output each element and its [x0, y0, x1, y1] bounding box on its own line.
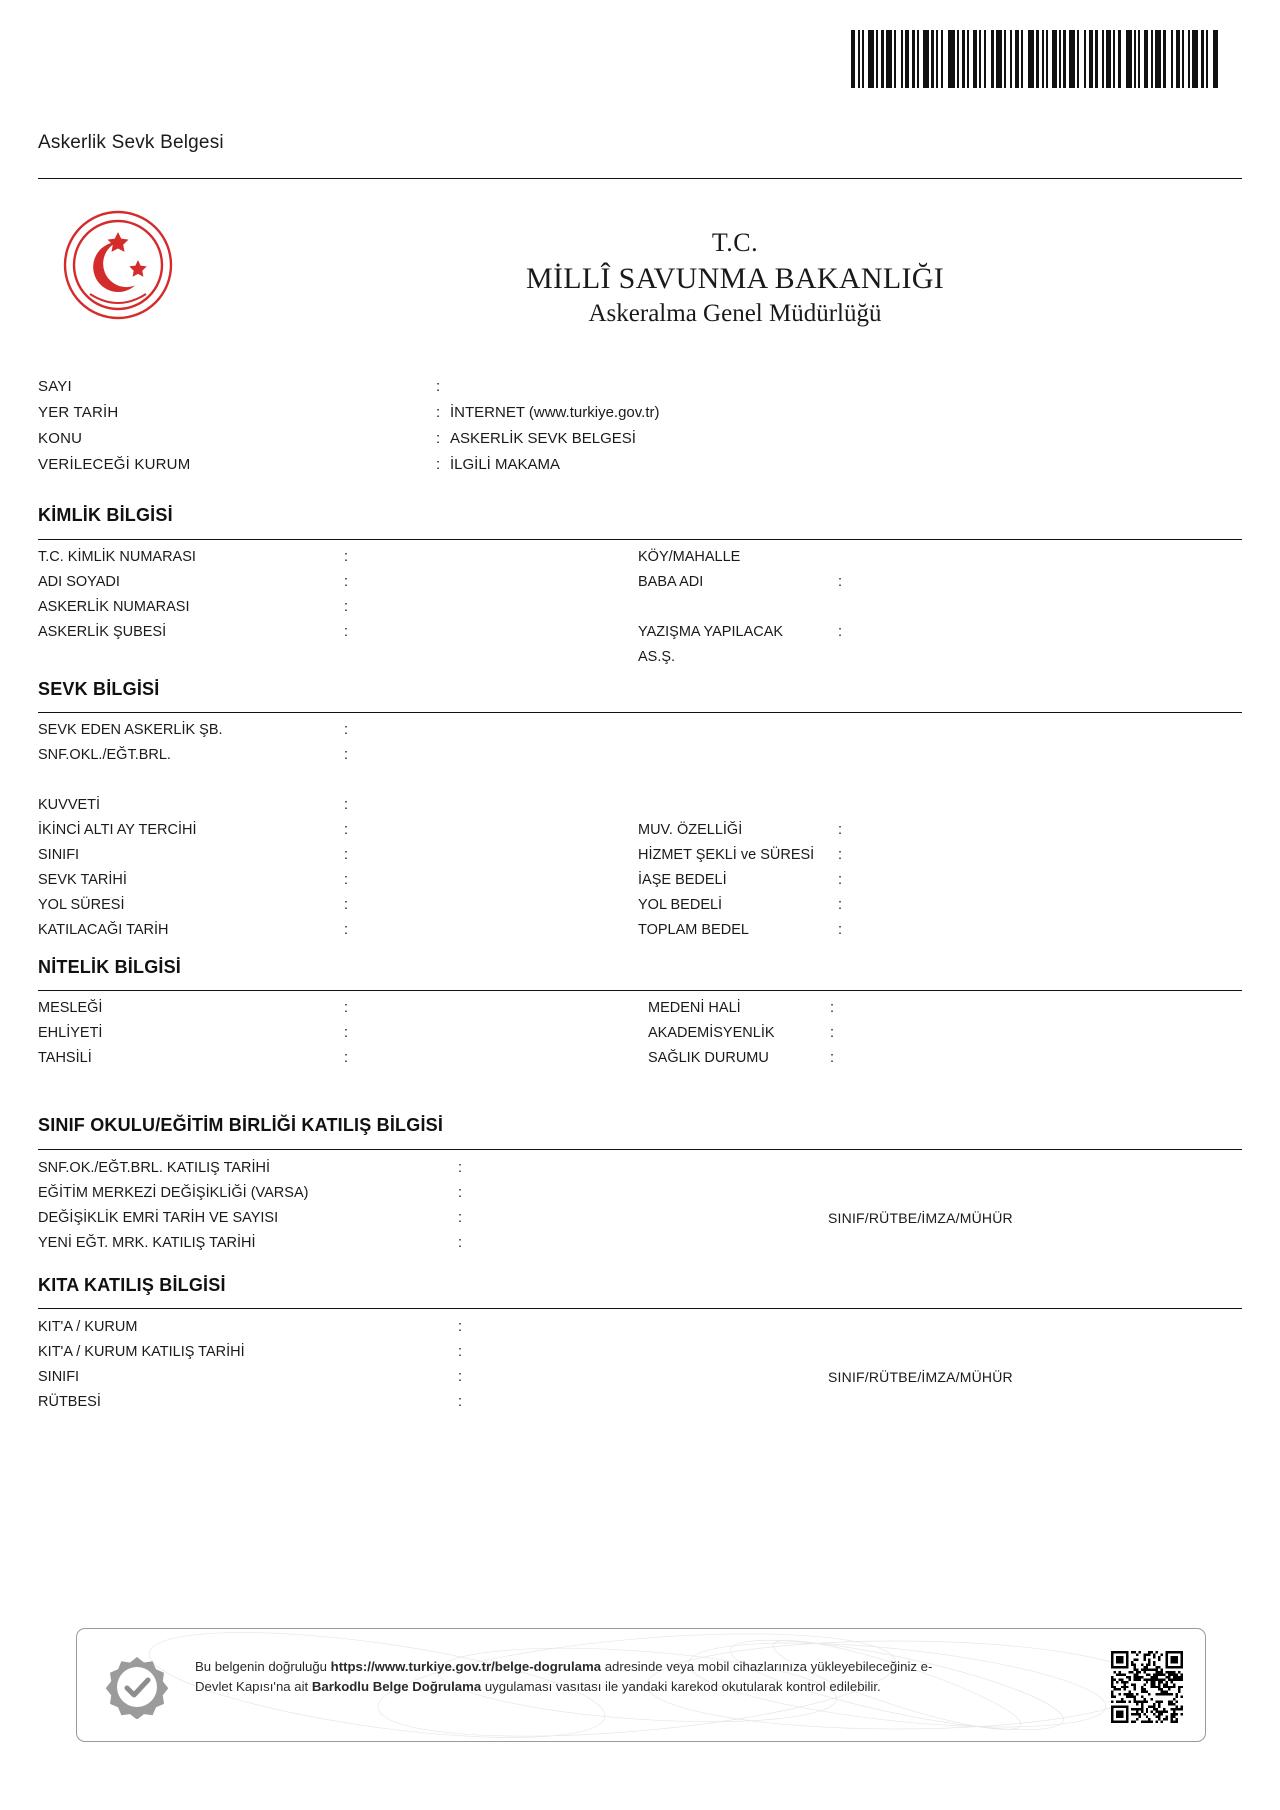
verification-url: https://www.turkiye.gov.tr/belge-dogrulama	[330, 1659, 602, 1674]
field-colon: :	[458, 1160, 463, 1176]
meta-colon: :	[436, 456, 441, 473]
ministry-heading	[330, 228, 1140, 328]
field-label: TAHSİLİ	[38, 1050, 92, 1066]
barcode	[851, 30, 1218, 88]
verification-app-name: Barkodlu Belge Doğrulama	[311, 1679, 482, 1695]
meta-key: SAYI	[38, 378, 72, 395]
field-label: ASKERLİK NUMARASI	[38, 599, 190, 615]
field-row	[38, 722, 1242, 747]
field-row	[38, 1000, 1242, 1025]
field-label: SNF.OKL./EĞT.BRL.	[38, 747, 171, 763]
field-colon: :	[344, 1025, 349, 1041]
field-row-spacer	[38, 772, 1242, 797]
field-colon: :	[344, 747, 349, 763]
field-colon: :	[344, 574, 349, 590]
meta-row	[38, 430, 1038, 456]
field-row	[38, 922, 1242, 947]
meta-row	[38, 404, 1038, 430]
field-colon: :	[458, 1394, 463, 1410]
field-label: AS.Ş.	[638, 649, 676, 665]
field-colon: :	[830, 1050, 835, 1066]
field-label: MUV. ÖZELLİĞİ	[638, 822, 743, 838]
field-label: KUVVETİ	[38, 797, 101, 813]
meta-key: KONU	[38, 430, 83, 447]
field-colon: :	[838, 897, 843, 913]
stamp-label: SINIF/RÜTBE/İMZA/MÜHÜR	[828, 1369, 1013, 1385]
field-colon: :	[458, 1185, 463, 1201]
verification-text-part2: adresinde veya mobil cihazlarınıza yükleyebileceğiniz e-Devlet Kapısı'na ait	[195, 1659, 933, 1695]
section-body-kita	[38, 1319, 1242, 1419]
field-row	[38, 872, 1242, 897]
meta-row	[38, 378, 1038, 404]
section-body-sinif-okulu	[38, 1160, 1242, 1260]
field-row	[38, 847, 1242, 872]
field-label: KÖY/MAHALLE	[638, 549, 741, 565]
field-row	[38, 574, 1242, 599]
verification-text	[195, 1657, 955, 1697]
field-colon: :	[838, 822, 843, 838]
field-label: MESLEĞİ	[38, 1000, 103, 1016]
qr-code	[1111, 1651, 1183, 1723]
section-body-sevk	[38, 722, 1242, 947]
field-label: EHLİYETİ	[38, 1025, 103, 1041]
meta-key: VERİLECEĞİ KURUM	[38, 456, 191, 473]
meta-colon: :	[436, 430, 441, 447]
meta-value: İLGİLİ MAKAMA	[450, 456, 561, 473]
field-row	[38, 747, 1242, 772]
page-title: Askerlik Sevk Belgesi	[38, 132, 224, 153]
field-colon: :	[830, 1025, 835, 1041]
field-colon: :	[838, 574, 843, 590]
meta-key: YER TARİH	[38, 404, 119, 421]
section-title-kita: KITA KATILIŞ BİLGİSİ	[38, 1275, 226, 1295]
meta-value: ASKERLİK SEVK BELGESİ	[450, 430, 636, 447]
field-row	[38, 1319, 1242, 1344]
field-label: SNF.OK./EĞT.BRL. KATILIŞ TARİHİ	[38, 1160, 271, 1176]
field-row	[38, 822, 1242, 847]
field-label: TOPLAM BEDEL	[638, 922, 749, 938]
verification-text-part1: Bu belgenin doğruluğu	[195, 1659, 331, 1674]
field-colon: :	[458, 1319, 463, 1335]
field-row	[38, 797, 1242, 822]
heading-line-3: Askeralma Genel Müdürlüğü	[588, 300, 882, 327]
verified-seal-icon	[105, 1655, 169, 1719]
field-colon: :	[458, 1369, 463, 1385]
field-row	[38, 1160, 1242, 1185]
meta-value: İNTERNET (www.turkiye.gov.tr)	[450, 404, 660, 421]
field-label: SEVK TARİHİ	[38, 872, 127, 888]
field-colon: :	[838, 624, 843, 640]
field-label: İKİNCİ ALTI AY TERCİHİ	[38, 822, 197, 838]
field-row	[38, 897, 1242, 922]
field-colon: :	[344, 549, 349, 565]
field-row	[38, 624, 1242, 649]
field-row	[38, 1210, 1242, 1235]
document-meta	[38, 378, 1038, 482]
field-colon: :	[344, 797, 349, 813]
field-label: SAĞLIK DURUMU	[648, 1050, 769, 1066]
field-label: SEVK EDEN ASKERLİK ŞB.	[38, 722, 223, 738]
field-label: BABA ADI	[638, 574, 704, 590]
field-label: YENİ EĞT. MRK. KATILIŞ TARİHİ	[38, 1235, 256, 1251]
section-body-kimlik	[38, 549, 1242, 674]
field-colon: :	[344, 1050, 349, 1066]
field-row	[38, 549, 1242, 574]
field-colon: :	[344, 599, 349, 615]
field-label: DEĞİŞİKLİK EMRİ TARİH VE SAYISI	[38, 1210, 279, 1226]
field-label: AKADEMİSYENLİK	[648, 1025, 775, 1041]
field-colon: :	[838, 922, 843, 938]
heading-line-2: MİLLÎ SAVUNMA BAKANLIĞI	[525, 262, 944, 295]
field-label: KIT'A / KURUM KATILIŞ TARİHİ	[38, 1344, 245, 1360]
field-colon: :	[838, 847, 843, 863]
field-colon: :	[344, 872, 349, 888]
section-rule	[38, 539, 1242, 540]
meta-colon: :	[436, 378, 441, 395]
field-label: YOL BEDELİ	[638, 897, 723, 913]
section-body-nitelik	[38, 1000, 1242, 1075]
field-colon: :	[344, 1000, 349, 1016]
section-title-sinif-okulu: SINIF OKULU/EĞİTİM BİRLİĞİ KATILIŞ BİLGİSİ	[38, 1115, 444, 1135]
field-colon: :	[344, 897, 349, 913]
field-colon: :	[344, 722, 349, 738]
section-title-kimlik: KİMLİK BİLGİSİ	[38, 505, 173, 525]
field-label: SINIFI	[38, 1369, 80, 1385]
field-colon: :	[344, 624, 349, 640]
field-label: MEDENİ HALİ	[648, 1000, 741, 1016]
field-label: EĞİTİM MERKEZİ DEĞİŞİKLİĞİ (VARSA)	[38, 1185, 309, 1201]
section-rule	[38, 712, 1242, 713]
field-colon: :	[838, 872, 843, 888]
field-label: İAŞE BEDELİ	[638, 872, 727, 888]
field-row	[38, 1344, 1242, 1369]
field-colon: :	[830, 1000, 835, 1016]
field-label: ASKERLİK ŞUBESİ	[38, 624, 167, 640]
field-colon: :	[458, 1235, 463, 1251]
field-row	[38, 1394, 1242, 1419]
field-colon: :	[458, 1210, 463, 1226]
field-label: YAZIŞMA YAPILACAK	[638, 624, 784, 640]
section-title-sevk: SEVK BİLGİSİ	[38, 679, 160, 699]
field-label: SINIFI	[38, 847, 80, 863]
section-rule	[38, 1308, 1242, 1309]
field-row	[38, 1185, 1242, 1210]
verification-box	[76, 1628, 1206, 1742]
field-row	[38, 1369, 1242, 1394]
field-label: KATILACAĞI TARİH	[38, 922, 169, 938]
heading-line-1: T.C.	[711, 228, 759, 257]
meta-row	[38, 456, 1038, 482]
republic-crest-icon	[50, 208, 186, 326]
field-row	[38, 1235, 1242, 1260]
field-colon: :	[458, 1344, 463, 1360]
field-colon: :	[344, 822, 349, 838]
section-rule	[38, 1149, 1242, 1150]
field-label: YOL SÜRESİ	[38, 897, 125, 913]
header-divider	[38, 178, 1242, 179]
field-row	[38, 599, 1242, 624]
field-label: ADI SOYADI	[38, 574, 120, 590]
field-label: HİZMET ŞEKLİ ve SÜRESİ	[638, 847, 815, 863]
verification-text-part3: uygulaması vasıtası ile yandaki karekod okutularak kontrol edilebilir.	[481, 1679, 881, 1695]
stamp-label: SINIF/RÜTBE/İMZA/MÜHÜR	[828, 1210, 1013, 1226]
section-rule	[38, 990, 1242, 991]
field-colon: :	[344, 847, 349, 863]
meta-colon: :	[436, 404, 441, 421]
field-label: KIT'A / KURUM	[38, 1319, 138, 1335]
field-colon: :	[344, 922, 349, 938]
field-row	[38, 649, 1242, 674]
field-row	[38, 1025, 1242, 1050]
field-row	[38, 1050, 1242, 1075]
section-title-nitelik: NİTELİK BİLGİSİ	[38, 957, 182, 977]
field-label: RÜTBESİ	[38, 1394, 101, 1410]
field-label: T.C. KİMLİK NUMARASI	[38, 549, 196, 565]
